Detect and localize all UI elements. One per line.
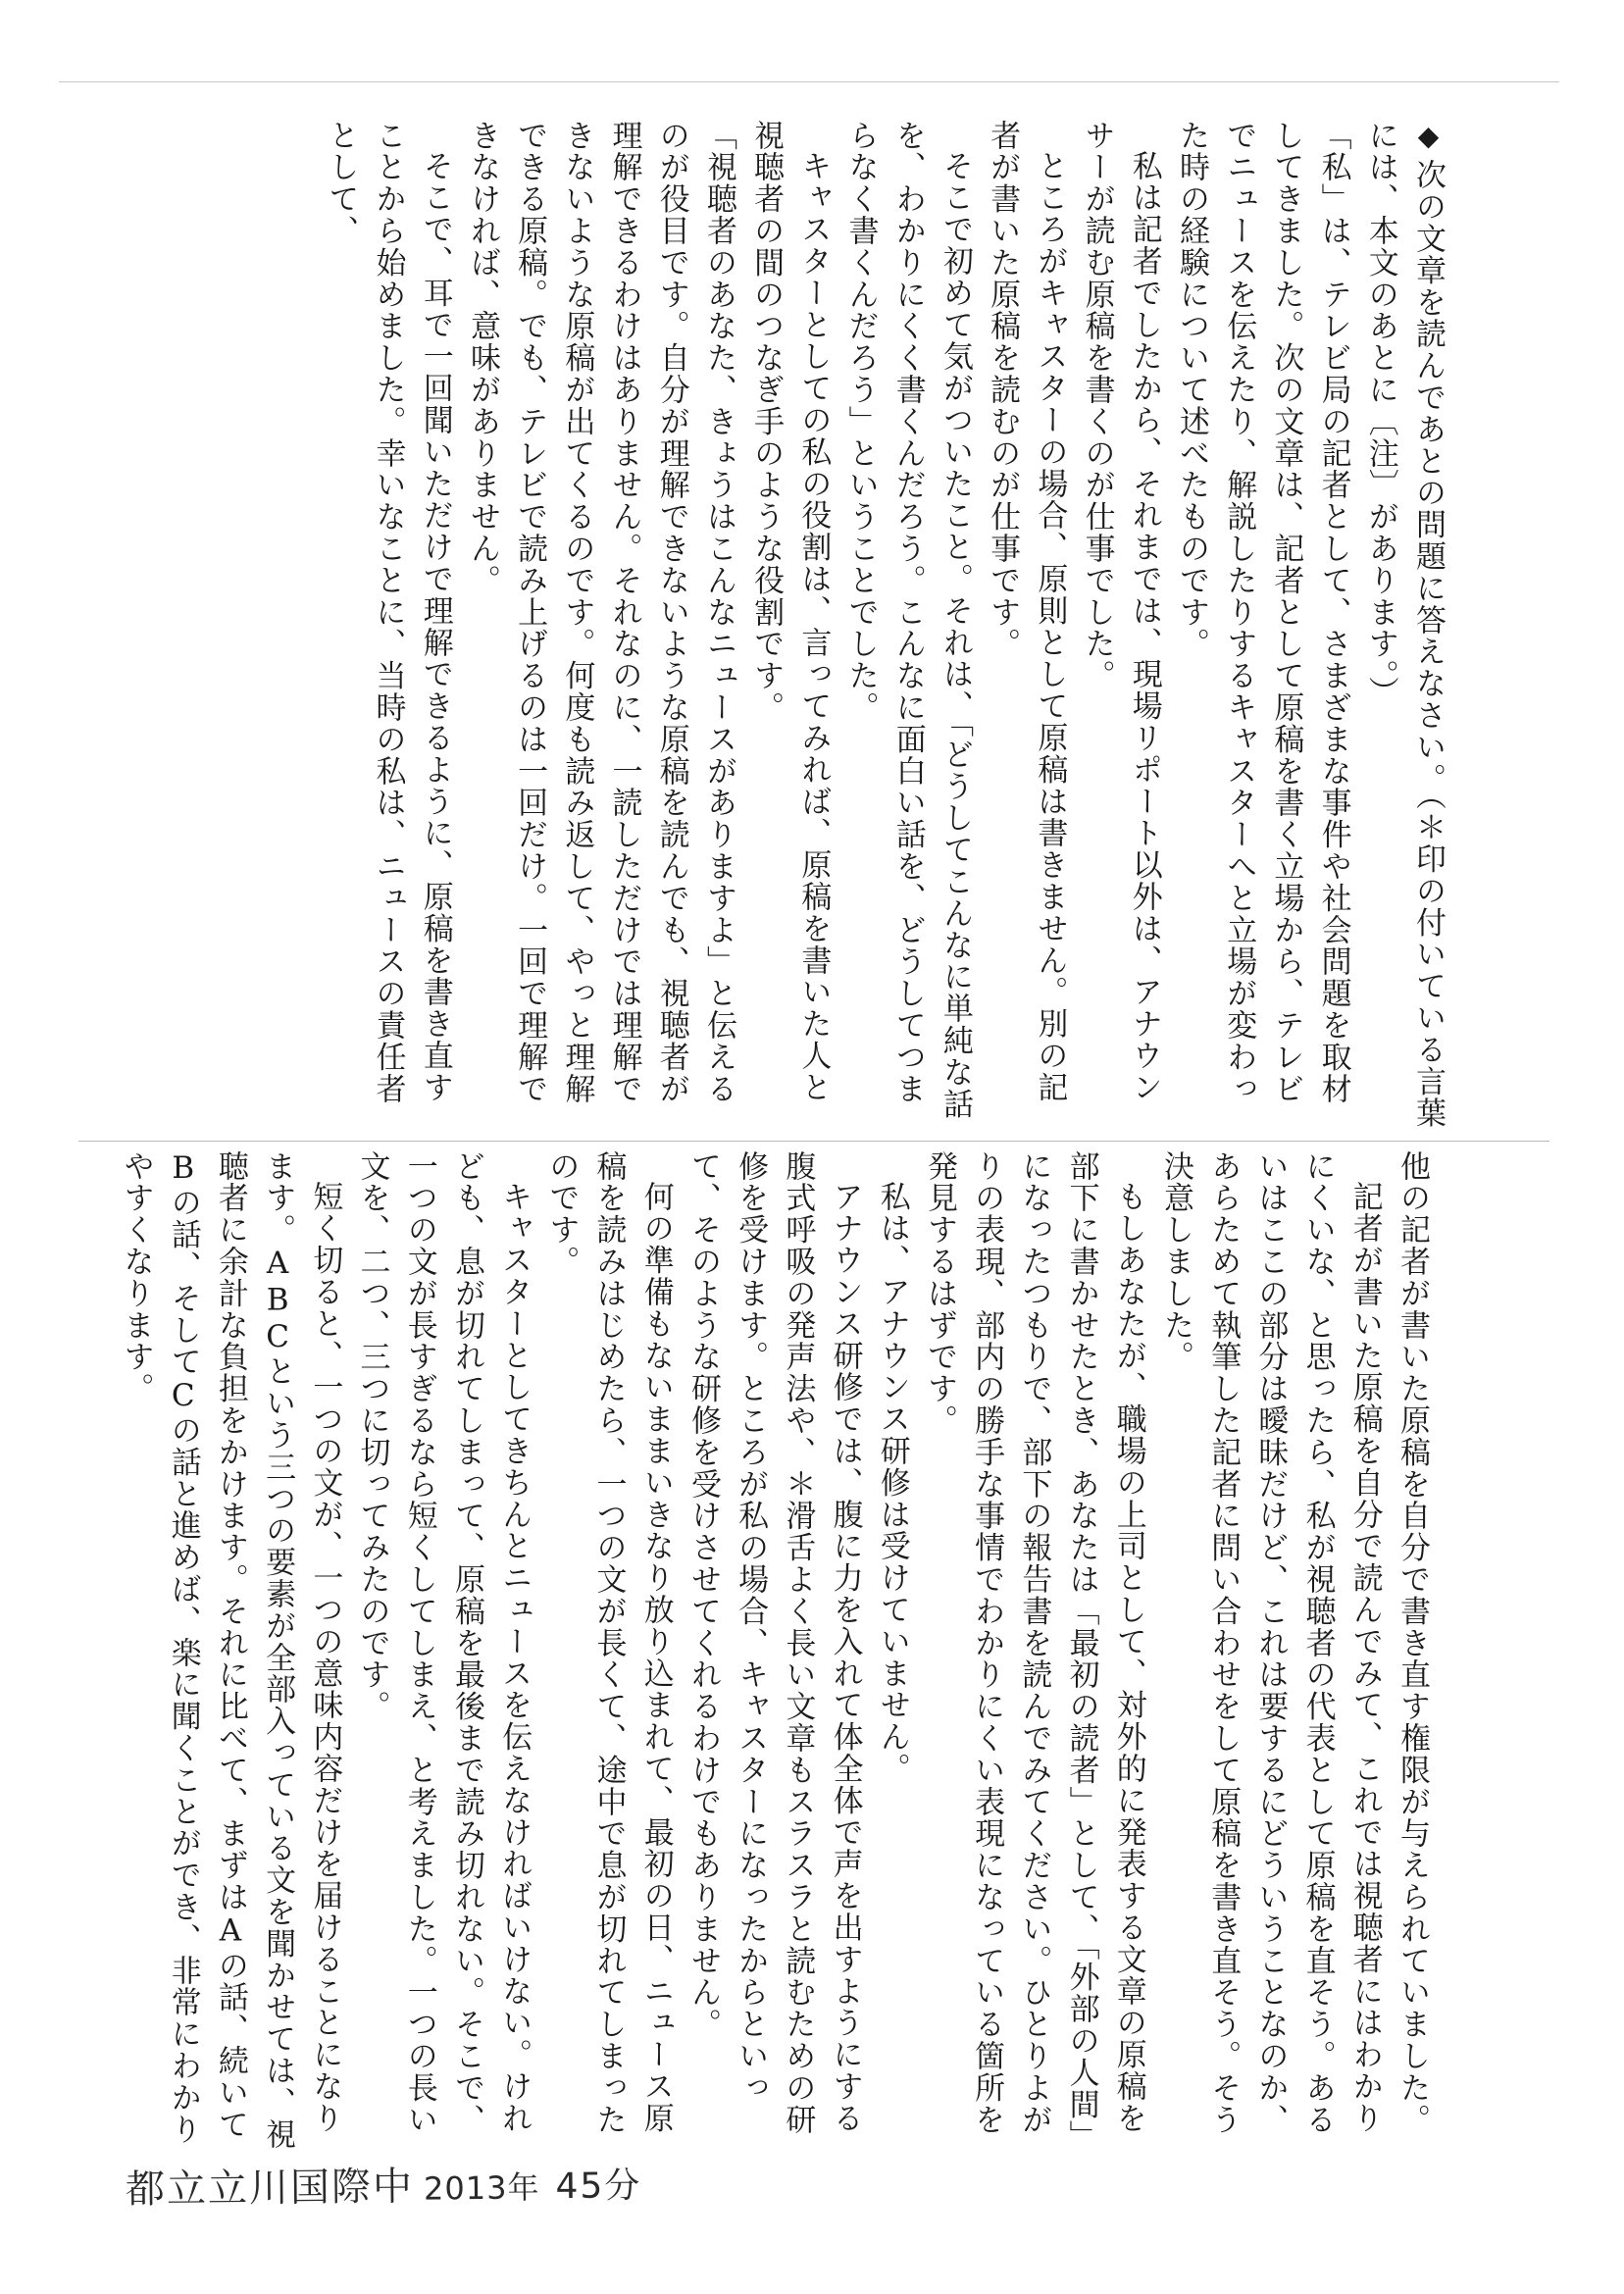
lower-paragraph-1: 他の記者が書いた原稿を自分で書き直す権限が与えられていました。 (1395, 1150, 1430, 2136)
handwritten-note (126, 2153, 642, 2215)
scan-edge (59, 81, 1559, 82)
upper-paragraph-6: 「視聴者のあなた、きょうはこんなニュースがありますよ」と伝えるのが役目です。自分が理解できないような原稿を読んでも、視聴者が理解できるわけはありません。それなのに、一読しただけでは理解できないような原稿が出てくるのです。何度も読み返して、やっと理解できる原稿。でも、テレビで読み上げるのは一回だけ。一回で理解できなければ、意味がありません。 (464, 120, 736, 1105)
instruction (1357, 120, 1451, 1132)
lower-paragraph-3: もしあなたが、職場の上司として、対外的に発表する文章の原稿を部下に書かせたとき、あなたは「最初の読者」として、「外部の人間」になったつもりで、部下の報告書を読んでみてください。ひとりよがりの表現、部内の勝手な事情でわかりにくい表現になっている箇所を発見するはずです。 (921, 1150, 1146, 2153)
upper-paragraph-1: 「私」は、テレビ局の記者として、さまざまな事件や社会問題を取材してきました。次の文章は、記者として原稿を書く立場から、テレビでニュースを伝えたり、解説したりするキャスターへと立場が変わった時の経験について述べたものです。 (1173, 120, 1351, 1105)
instruction-text: 次の文章を読んであとの問題に答えなさい。（＊印の付いている言葉には、本文のあとに〔注〕があります。） (1362, 120, 1446, 1130)
handwritten-time: 45分 (555, 2166, 642, 2208)
lower-paragraph-4: 私は、アナウンス研修は受けていません。 (874, 1181, 910, 1785)
section-divider (78, 1141, 1549, 1142)
lower-paragraph-6: 何の準備もないままいきなり放り込まれて、最初の日、ニュース原稿を読みはじめたら、一つの文が長くて、途中で息が切れてしまったのです。 (543, 1150, 674, 2136)
lower-text-section (118, 1150, 1436, 2153)
lower-paragraph-2: 記者が書いた原稿を自分で読んでみて、これでは視聴者にはわかりにくいな、と思ったら、私が視聴者の代表として原稿を直そう。あるいはここの部分は曖昧だけど、これは要するにどういうことなのか、あらためて執筆した記者に問い合わせをして原稿を書き直そう。そう決意しました。 (1157, 1150, 1383, 2136)
diamond-icon: ◆ (1412, 120, 1445, 154)
upper-paragraph-5: キャスターとしての私の役割は、言ってみれば、原稿を書いた人と視聴者の間のつなぎ手のような役割です。 (748, 120, 832, 1103)
lower-paragraph-5: アナウンス研修では、腹に力を入れて体全体で声を出すようにする腹式呼吸の発声法や、＊滑舌よく長い文章もスラスラと読むための研修を受けます。ところが私の場合、キャスターになったからといって、そのような研修を受けさせてくれるわけでもありません。 (685, 1150, 863, 2136)
upper-paragraph-3: ところがキャスターの場合、原則として原稿は書きません。別の記者が書いた原稿を読むのが仕事です。 (985, 120, 1068, 1103)
upper-paragraph-2: 私は記者でしたから、それまでは、現場リポート以外は、アナウンサーが読む原稿を書くのが仕事でした。 (1079, 120, 1162, 1103)
upper-text-section (324, 120, 1451, 1132)
handwritten-school: 都立立川国際中 (125, 2164, 415, 2213)
upper-paragraph-4: そこで初めて気がついたこと。それは、「どうしてこんなに単純な話を、わかりにくく書くんだろう。こんなに面白い話を、どうしてつまらなく書くんだろう」ということでした。 (842, 120, 973, 1120)
handwritten-year: 2013年 (423, 2168, 540, 2208)
lower-paragraph-8: 短く切ると、一つの文が、一つの意味内容だけを届けることになります。ABCという三つの要素が全部入っている文を聞かせては、視聴者に余計な負担をかけます。それに比べて、まずはAの話、続いてBの話、そしてCの話と進めば、楽に聞くことができ、非常にわかりやすくなります。 (118, 1150, 343, 2151)
upper-paragraph-7: そこで、耳で一回聞いただけで理解できるように、原稿を書き直すことから始めました。幸いなことに、当時の私は、ニュースの責任者として、 (323, 120, 453, 1105)
lower-paragraph-7: キャスターとしてきちんとニュースを伝えなければいけない。けれども、息が切れてしまって、原稿を最後まで読み切れない。そこで、一つの文が長すぎるなら短くしてしまえ、と考えました。一つの長い文を、二つ、三つに切ってみたのです。 (354, 1150, 533, 2136)
